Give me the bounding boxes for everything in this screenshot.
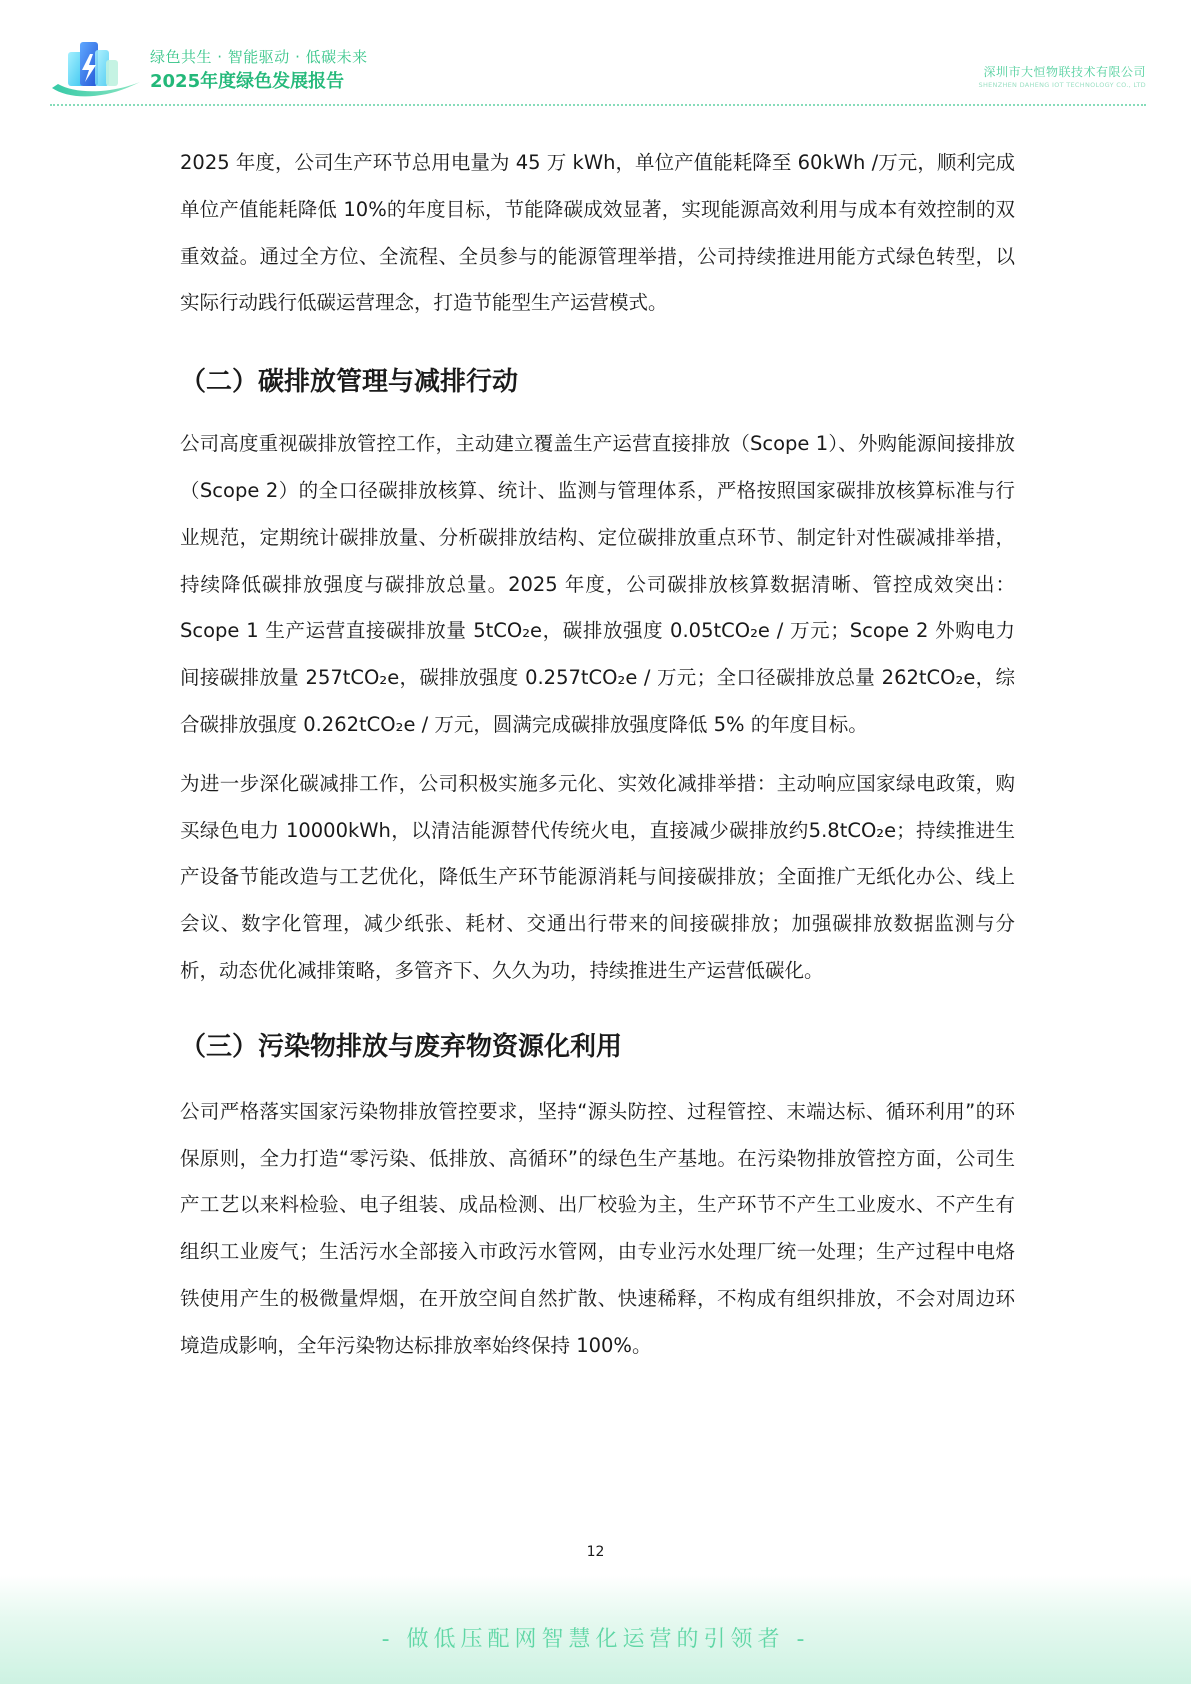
energy-summary-paragraph: 2025 年度，公司生产环节总用电量为 45 万 kWh，单位产值能耗降至 60kWh /万元，顺利完成单位产值能耗降低 10%的年度目标，节能降碳成效显著，实现能源高效利用与成本有效控制的双重效益。通过全方位、全流程、全员参与的能源管理举措，公司持续推进用能方式绿色转型，以实际行动践行低碳运营理念，打造节能型生产运营模式。 [180,151,1015,315]
company-name-en: SHENZHEN DAHENG IOT TECHNOLOGY CO., LTD [978,81,1146,89]
report-logo-icon [50,38,142,100]
carbon-section-heading: （二）碳排放管理与减排行动 [180,367,519,398]
pollutants-section-heading: （三）污染物排放与废弃物资源化利用 [180,1031,623,1062]
page-number: 12 [586,1544,605,1560]
carbon-paragraph-1: 公司高度重视碳排放管控工作，主动建立覆盖生产运营直接排放（Scope 1）、外购能源间接排放（Scope 2）的全口径碳排放核算、统计、监测与管理体系，严格按照国家碳排放核算标准与行业规范，定期统计碳排放量、分析碳排放结构、定位碳排放重点环节、制定针对性碳减排举措，持续降低碳排放强度与碳排放总量。2025 年度，公司碳排放核算数据清晰、管控成效突出：Scope 1 生产运营直接碳排放量 5tCO₂e，碳排放强度 0.05tCO₂e / 万元；Scope 2 外购电力间接碳排放量 257tCO₂e，碳排放强度 0.257tCO₂e / 万元；全口径碳排放总量 262tCO₂e，综合碳排放强度 0.262tCO₂e / 万元，圆满完成碳排放强度降低 5% 的年度目标。 [180,432,1015,736]
carbon-paragraph-2: 为进一步深化碳减排工作，公司积极实施多元化、实效化减排举措：主动响应国家绿电政策，购买绿色电力 10000kWh，以清洁能源替代传统火电，直接减少碳排放约5.8tCO₂e；持续推进生产设备节能改造与工艺优化，降低生产环节能源消耗与间接碳排放；全面推广无纸化办公、线上会议、数字化管理，减少纸张、耗材、交通出行带来的间接碳排放；加强碳排放数据监测与分析，动态优化减排策略，多管齐下、久久为功，持续推进生产运营低碳化。 [180,771,1015,982]
report-title: 2025年度绿色发展报告 [150,71,345,92]
footer-slogan: - 做低压配网智慧化运营的引领者 - [381,1627,810,1652]
page-content [180,140,1015,1370]
header-divider [50,104,1146,106]
pollutants-paragraph-1: 公司严格落实国家污染物排放管控要求，坚持“源头防控、过程管控、末端达标、循环利用”的环保原则，全力打造“零污染、低排放、高循环”的绿色生产基地。在污染物排放管控方面，公司生产工艺以来料检验、电子组装、成品检测、出厂校验为主，生产环节不产生工业废水、不产生有组织工业废气；生活污水全部接入市政污水管网，由专业污水处理厂统一处理；生产过程中电烙铁使用产生的极微量焊烟，在开放空间自然扩散、快速稀释，不构成有组织排放，不会对周边环境造成影响，全年污染物达标排放率始终保持 100%。 [180,1099,1015,1357]
page-header [0,0,1191,110]
header-tagline: 绿色共生 · 智能驱动 · 低碳未来 [150,48,368,66]
company-name-cn: 深圳市大恒物联技术有限公司 [983,65,1146,79]
